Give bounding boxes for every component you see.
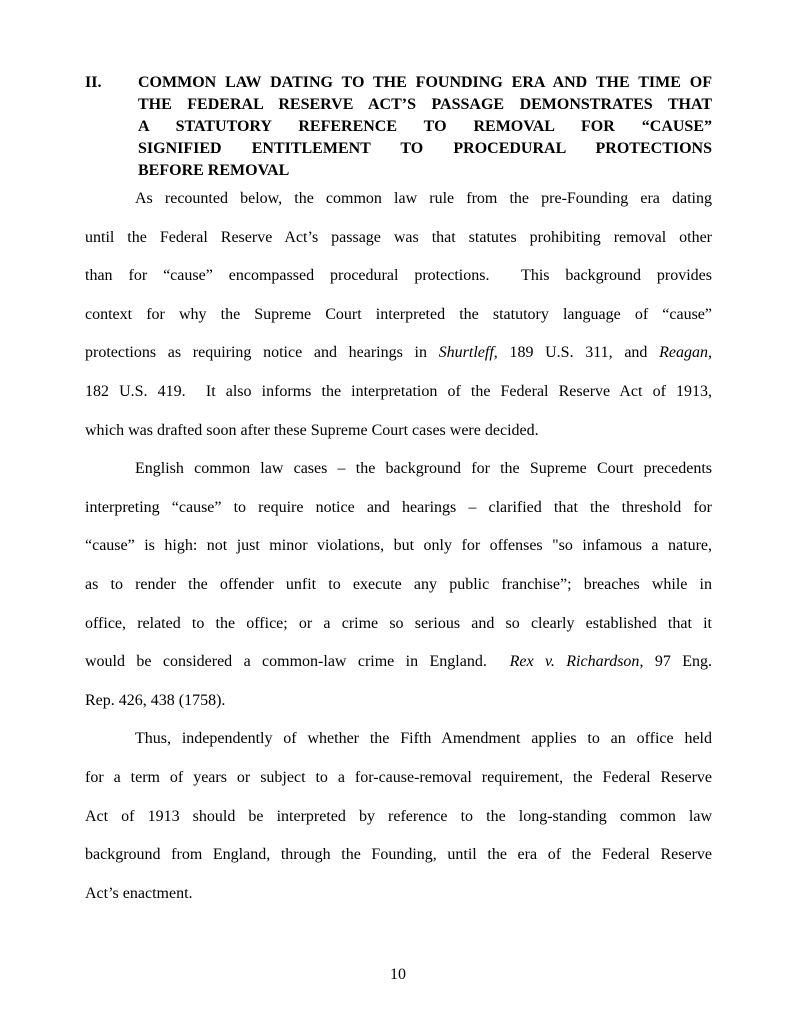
heading-line: THE FEDERAL RESERVE ACT’S PASSAGE DEMONSTRATES THAT [138,96,712,113]
body-line [85,219,712,258]
heading-line: A STATUTORY REFERENCE TO REMOVAL FOR “CAUSE” [138,118,712,135]
body-line [85,836,712,875]
text-run: As recounted below, the common law rule from the pre-Founding era dating [135,190,712,207]
body-line [85,412,712,451]
body-line [85,798,712,837]
text-run: for a term of years or subject to a for-cause-removal requirement, the Federal Reserve [85,768,712,786]
section-number: II. [85,74,102,91]
body-line [85,643,712,682]
heading-line: BEFORE REMOVAL [138,162,290,179]
body-line [85,875,712,914]
page-number: 10 [390,966,406,983]
text-run: until the Federal Reserve Act’s passage was that statutes prohibiting removal other [85,228,712,246]
body-line [85,450,712,489]
body-line [85,296,712,335]
body-line [85,566,712,605]
text-run: , 189 U.S. 311, and [493,344,660,362]
text-run: Act of 1913 should be interpreted by reference to the long-standing common law [85,807,712,825]
text-run: background from England, through the Founding, until the era of the Federal Reserve [85,846,712,864]
text-run: than for “cause” encompassed procedural protections. This background provides [85,267,712,285]
text-run: would be considered a common-law crime in England. [85,653,510,671]
text-run: 182 U.S. 419. It also informs the interpretation of the Federal Reserve Act of 1913, [85,382,712,400]
text-run: office, related to the office; or a crime so serious and so clearly established that it [85,614,712,632]
heading-line: SIGNIFIED ENTITLEMENT TO PROCEDURAL PROTECTIONS [138,140,712,157]
body-line [85,759,712,798]
body-line [85,527,712,566]
body-line [85,720,712,759]
text-run: protections as requiring notice and hearings in [85,344,439,362]
body-line [85,489,712,528]
text-run: interpreting “cause” to require notice and hearings – clarified that the threshold for [85,498,712,516]
text-run: which was drafted soon after these Supreme Court cases were decided. [85,421,539,439]
section-heading [85,72,712,182]
text-run: “cause” is high: not just minor violations, but only for offenses "so infamous a nature, [85,537,712,555]
heading-line: COMMON LAW DATING TO THE FOUNDING ERA AND THE TIME OF [138,74,712,91]
text-run: as to render the offender unfit to execute any public franchise”; breaches while in [85,575,712,593]
text-run: , [708,344,712,362]
text-run: context for why the Supreme Court interpreted the statutory language of “cause” [85,305,712,323]
body-text [85,180,712,913]
text-run: Thus, independently of whether the Fifth Amendment applies to an office held [135,730,712,748]
section-heading-text [138,72,712,182]
body-line [85,257,712,296]
body-line [85,682,712,721]
body-line [85,605,712,644]
text-run: Act’s enactment. [85,884,193,902]
text-run: English common law cases – the background for the Supreme Court precedents [135,460,712,478]
case-citation: Shurtleff [438,344,494,362]
body-line [85,180,712,219]
text-run: , 97 Eng. [639,653,712,671]
text-run: Rep. 426, 438 (1758). [85,691,226,709]
body-line [85,334,712,373]
case-citation: Reagan [659,344,708,362]
case-citation: Rex v. Richardson [509,653,640,671]
body-line [85,373,712,412]
